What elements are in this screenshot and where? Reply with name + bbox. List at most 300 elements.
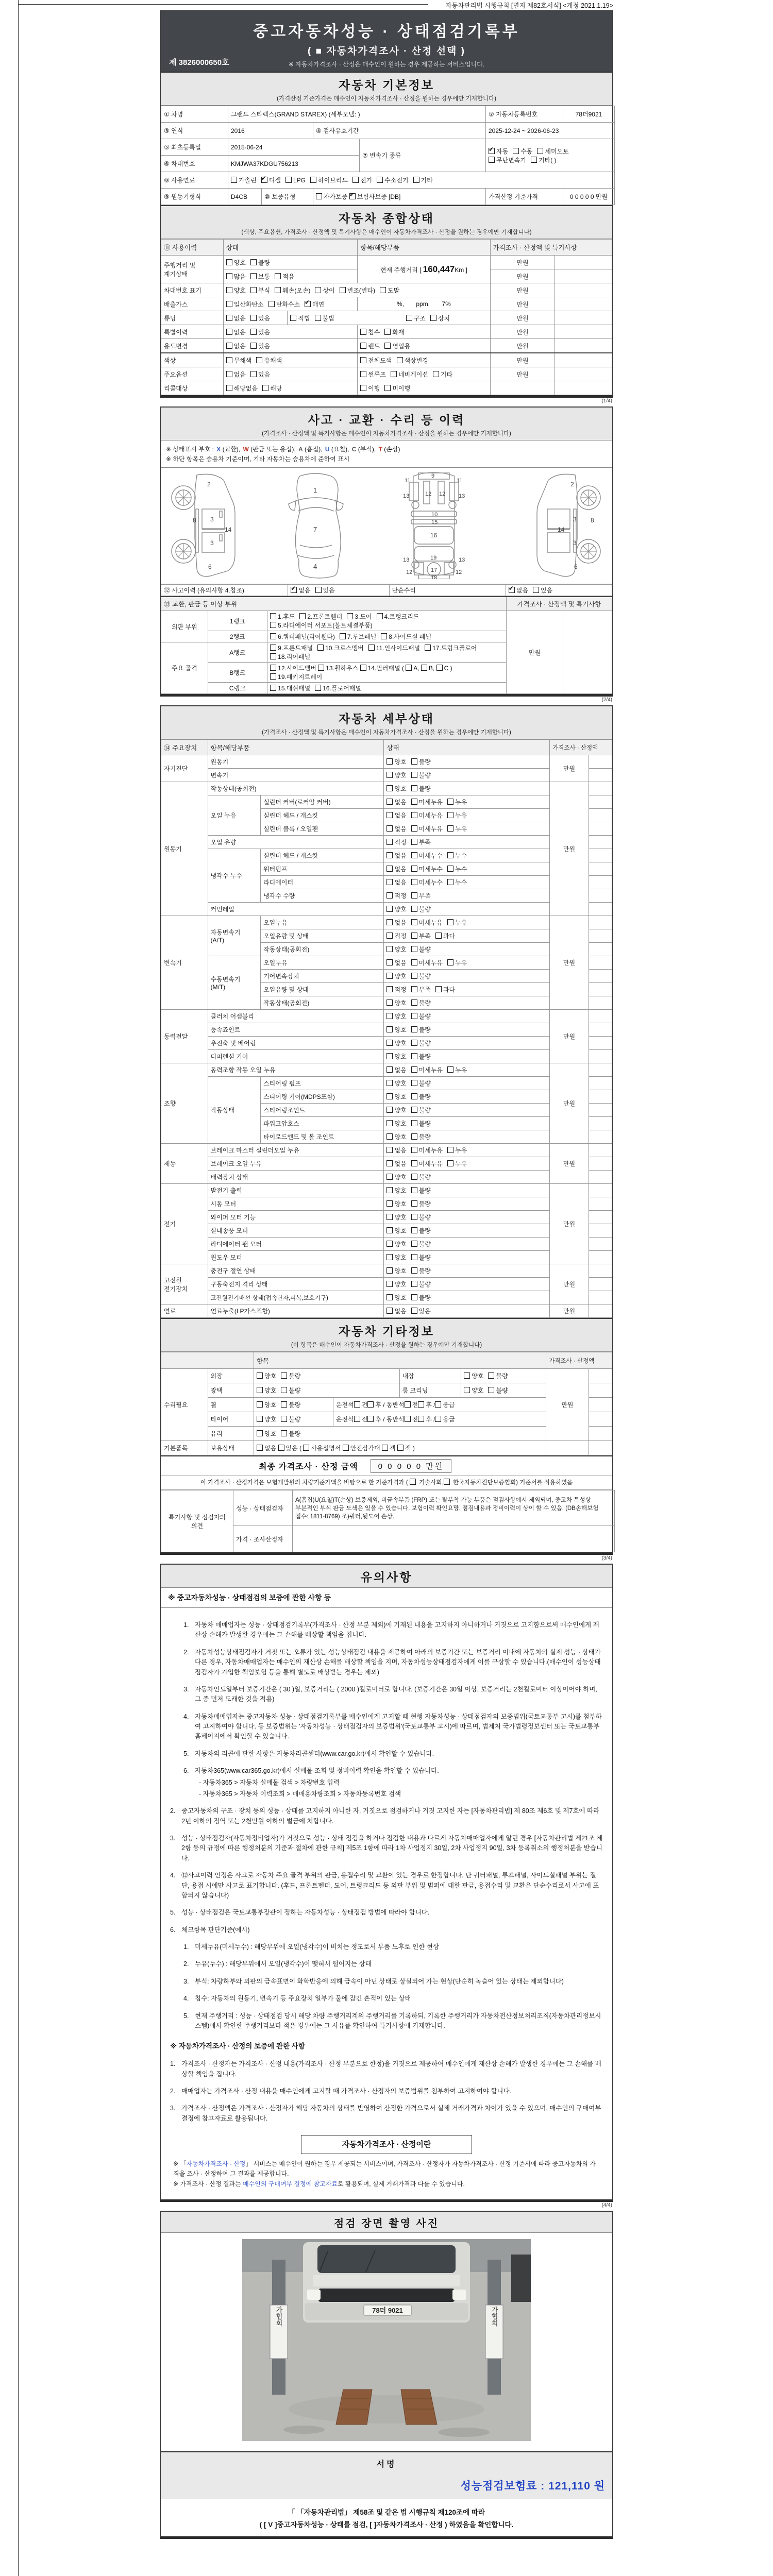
checkbox-option-양호[interactable] <box>257 1371 276 1380</box>
checkbox-option-무단변속기[interactable] <box>489 156 526 164</box>
checkbox[interactable] <box>411 839 417 845</box>
checkbox-option-양호[interactable] <box>386 998 406 1007</box>
checkbox[interactable] <box>386 959 393 965</box>
checkbox-option-없음[interactable] <box>226 370 246 379</box>
checkbox-option-없음[interactable] <box>386 958 406 967</box>
checkbox[interactable] <box>397 357 403 363</box>
checkbox-option-렌트[interactable] <box>360 342 380 350</box>
checkbox[interactable] <box>360 329 366 335</box>
checkbox-option-디젤[interactable] <box>261 176 281 184</box>
checkbox[interactable] <box>386 799 393 805</box>
checkbox-option-수동[interactable] <box>513 147 532 156</box>
checkbox[interactable] <box>386 1080 393 1086</box>
checkbox[interactable] <box>447 825 453 832</box>
checkbox-option-부족[interactable] <box>411 838 431 846</box>
checkbox[interactable] <box>384 343 391 349</box>
checkbox[interactable] <box>386 1107 393 1113</box>
checkbox-option-미세누유[interactable] <box>411 1065 443 1074</box>
checkbox[interactable] <box>411 1066 417 1073</box>
checkbox[interactable] <box>386 839 393 845</box>
checkbox-option-없음[interactable] <box>386 851 406 860</box>
checkbox[interactable] <box>413 177 419 183</box>
checkbox-option-불량[interactable] <box>411 757 431 766</box>
checkbox[interactable] <box>257 1430 263 1436</box>
checkbox-option-불량[interactable] <box>488 1386 508 1395</box>
checkbox-option-없음[interactable] <box>386 1065 406 1074</box>
checkbox[interactable] <box>411 1040 417 1046</box>
checkbox[interactable] <box>275 273 281 279</box>
checkbox-option-없음[interactable] <box>386 1146 406 1155</box>
checkbox[interactable] <box>315 315 321 321</box>
checkbox[interactable] <box>447 852 453 858</box>
checkbox-option-네비게이션[interactable] <box>391 370 428 379</box>
checkbox[interactable] <box>410 1479 416 1485</box>
checkbox[interactable] <box>447 1147 453 1153</box>
checkbox[interactable] <box>226 329 232 335</box>
checkbox[interactable] <box>488 1372 494 1379</box>
checkbox-option-부족[interactable] <box>411 985 431 994</box>
checkbox-option-양호[interactable] <box>386 1253 406 1262</box>
checkbox[interactable] <box>360 343 366 349</box>
checkbox-option-양호[interactable] <box>257 1400 276 1409</box>
checkbox[interactable] <box>278 1445 284 1451</box>
checkbox-option-양호[interactable] <box>464 1371 483 1380</box>
checkbox[interactable] <box>270 653 276 659</box>
checkbox-option-양호[interactable] <box>386 1079 406 1088</box>
checkbox[interactable] <box>411 1013 417 1019</box>
checkbox-option-미세누유[interactable] <box>411 1146 443 1155</box>
checkbox-option-양호[interactable] <box>386 1119 406 1128</box>
checkbox[interactable] <box>380 287 386 293</box>
checkbox-option-수소전기[interactable] <box>377 176 408 184</box>
checkbox-option-LPG[interactable] <box>285 177 306 184</box>
checkbox[interactable] <box>464 1387 470 1393</box>
checkbox[interactable] <box>386 919 393 925</box>
checkbox[interactable] <box>347 613 353 619</box>
checkbox[interactable] <box>270 622 276 628</box>
checkbox[interactable] <box>411 785 417 791</box>
checkbox-option-누유[interactable] <box>447 798 467 806</box>
checkbox-option-적정[interactable] <box>386 891 406 900</box>
checkbox[interactable] <box>411 852 417 858</box>
checkbox[interactable] <box>447 959 453 965</box>
checkbox[interactable] <box>386 986 393 992</box>
checkbox-option-많음[interactable] <box>226 272 246 281</box>
checkbox[interactable] <box>368 645 375 651</box>
checkbox-option-불량[interactable] <box>411 1039 431 1047</box>
checkbox-option-양호[interactable] <box>386 1199 406 1208</box>
checkbox[interactable] <box>513 148 519 154</box>
checkbox[interactable] <box>386 1026 393 1032</box>
checkbox[interactable] <box>386 825 393 832</box>
checkbox-option-불량[interactable] <box>281 1386 300 1395</box>
checkbox[interactable] <box>281 1401 287 1408</box>
checkbox[interactable] <box>386 1281 393 1287</box>
checkbox[interactable] <box>290 315 296 321</box>
checkbox-option-불량[interactable] <box>411 1132 431 1141</box>
checkbox-option-적음[interactable] <box>275 272 294 281</box>
checkbox[interactable] <box>430 315 436 321</box>
checkbox[interactable] <box>360 665 366 671</box>
checkbox[interactable] <box>343 1445 349 1451</box>
checkbox-option-불량[interactable] <box>250 258 270 267</box>
checkbox[interactable] <box>447 799 453 805</box>
checkbox-option-양호[interactable] <box>257 1429 276 1438</box>
checkbox[interactable] <box>411 772 417 778</box>
checkbox[interactable] <box>447 866 453 872</box>
checkbox-option-양호[interactable] <box>386 771 406 779</box>
checkbox-option-4.트렁크리드[interactable] <box>377 612 419 621</box>
checkbox[interactable] <box>226 385 232 391</box>
checkbox-option-누수[interactable] <box>447 865 467 873</box>
checkbox-option-화재[interactable] <box>384 328 404 336</box>
checkbox[interactable] <box>360 357 366 363</box>
checkbox[interactable] <box>386 1147 393 1153</box>
checkbox[interactable] <box>411 879 417 885</box>
checkbox-option-미세누수[interactable] <box>411 878 443 887</box>
checkbox[interactable] <box>386 906 393 912</box>
checkbox-option-도말[interactable] <box>380 286 399 295</box>
checkbox-option-없음[interactable] <box>509 586 528 595</box>
checkbox[interactable] <box>250 329 257 335</box>
checkbox[interactable] <box>257 1387 263 1393</box>
checkbox-option-양호[interactable] <box>257 1415 276 1423</box>
checkbox-option-불량[interactable] <box>411 1280 431 1289</box>
checkbox[interactable] <box>386 1133 393 1140</box>
checkbox[interactable] <box>226 371 232 377</box>
checkbox[interactable] <box>281 1387 287 1393</box>
checkbox[interactable] <box>384 385 391 391</box>
checkbox-option-양호[interactable] <box>386 1280 406 1289</box>
checkbox-option-불량[interactable] <box>411 1226 431 1235</box>
checkbox-option-누유[interactable] <box>447 918 467 927</box>
checkbox[interactable] <box>250 287 257 293</box>
checkbox[interactable] <box>226 315 232 321</box>
checkbox[interactable] <box>315 587 322 593</box>
checkbox-option-9.프론트패널[interactable] <box>270 643 313 652</box>
checkbox[interactable] <box>257 1401 263 1408</box>
checkbox-option-2.프론트휀더[interactable] <box>299 612 342 621</box>
checkbox[interactable] <box>250 259 257 265</box>
checkbox[interactable] <box>411 1254 417 1260</box>
checkbox[interactable] <box>447 1066 453 1073</box>
checkbox[interactable] <box>226 259 232 265</box>
checkbox[interactable] <box>384 329 391 335</box>
checkbox-option-색상변경[interactable] <box>397 356 428 365</box>
checkbox[interactable] <box>386 866 393 872</box>
checkbox-option-구조[interactable] <box>406 314 426 323</box>
checkbox-option-불량[interactable] <box>411 905 431 913</box>
checkbox[interactable] <box>386 1214 393 1220</box>
checkbox-option-기타[interactable] <box>433 370 452 379</box>
checkbox-option-양호[interactable] <box>386 757 406 766</box>
checkbox[interactable] <box>281 1416 287 1422</box>
checkbox[interactable] <box>447 1160 453 1166</box>
checkbox-option-18.리어패널[interactable] <box>270 652 310 661</box>
checkbox[interactable] <box>411 1120 417 1126</box>
checkbox[interactable] <box>386 892 393 899</box>
checkbox[interactable] <box>381 633 387 639</box>
checkbox[interactable] <box>531 157 537 163</box>
checkbox[interactable] <box>411 1107 417 1113</box>
checkbox[interactable] <box>316 193 322 199</box>
checkbox[interactable] <box>489 148 495 154</box>
checkbox-option-있음[interactable] <box>250 342 270 350</box>
checkbox-option-양호[interactable] <box>386 1106 406 1114</box>
checkbox-option-부식[interactable] <box>250 286 270 295</box>
checkbox-option-탄화수소[interactable] <box>268 300 300 309</box>
checkbox-option-일산화탄소[interactable] <box>226 300 264 309</box>
checkbox-option-과다[interactable] <box>435 985 455 994</box>
checkbox-option-불량[interactable] <box>411 1092 431 1101</box>
checkbox-option-미이행[interactable] <box>384 384 410 393</box>
checkbox[interactable] <box>411 1160 417 1166</box>
checkbox-option-없음[interactable] <box>386 918 406 927</box>
checkbox-option-양호[interactable] <box>386 1039 406 1047</box>
checkbox-option-불량[interactable] <box>281 1371 300 1380</box>
checkbox-option-있음[interactable] <box>250 314 270 323</box>
checkbox[interactable] <box>444 1479 450 1485</box>
checkbox-option-없음[interactable] <box>386 811 406 820</box>
checkbox[interactable] <box>340 633 346 639</box>
checkbox[interactable] <box>411 866 417 872</box>
checkbox[interactable] <box>315 685 321 691</box>
checkbox[interactable] <box>411 758 417 765</box>
checkbox[interactable] <box>270 673 276 680</box>
checkbox-option-불량[interactable] <box>281 1400 300 1409</box>
checkbox[interactable] <box>386 973 393 979</box>
checkbox-option-불량[interactable] <box>411 1079 431 1088</box>
checkbox-option-있음[interactable] <box>250 370 270 379</box>
checkbox-option-17.트렁크플로어[interactable] <box>425 643 477 652</box>
checkbox[interactable] <box>411 919 417 925</box>
checkbox-option-적법[interactable] <box>290 314 310 323</box>
checkbox-option-미세누수[interactable] <box>411 851 443 860</box>
checkbox[interactable] <box>360 371 366 377</box>
checkbox[interactable] <box>386 852 393 858</box>
checkbox-option-불량[interactable] <box>411 1266 431 1275</box>
checkbox-option-양호[interactable] <box>386 945 406 954</box>
checkbox[interactable] <box>386 812 393 818</box>
checkbox-option-불법[interactable] <box>315 314 334 323</box>
checkbox-option-하이브리드[interactable] <box>310 176 348 184</box>
checkbox-option-불량[interactable] <box>411 1106 431 1114</box>
checkbox-option-양호[interactable] <box>386 1092 406 1101</box>
checkbox[interactable] <box>447 812 453 818</box>
checkbox[interactable] <box>340 287 346 293</box>
checkbox[interactable] <box>386 933 393 939</box>
checkbox-option-양호[interactable] <box>386 1012 406 1021</box>
checkbox[interactable] <box>250 371 257 377</box>
checkbox-option-전기[interactable] <box>352 176 372 184</box>
checkbox[interactable] <box>509 587 515 593</box>
checkbox[interactable] <box>537 148 543 154</box>
checkbox-option-매연[interactable] <box>305 300 324 309</box>
checkbox-option-불량[interactable] <box>411 1186 431 1195</box>
checkbox[interactable] <box>377 613 383 619</box>
checkbox[interactable] <box>257 1416 263 1422</box>
checkbox[interactable] <box>257 1445 263 1451</box>
checkbox[interactable] <box>386 1053 393 1059</box>
checkbox[interactable] <box>391 371 397 377</box>
checkbox-option-불량[interactable] <box>411 1012 431 1021</box>
checkbox-option-불량[interactable] <box>488 1371 508 1380</box>
checkbox-option-15.대쉬패널[interactable] <box>270 684 310 692</box>
checkbox-option-세미오토[interactable] <box>537 147 568 156</box>
checkbox-option-미세누유[interactable] <box>411 798 443 806</box>
checkbox-option-불량[interactable] <box>411 998 431 1007</box>
checkbox[interactable] <box>411 799 417 805</box>
checkbox[interactable] <box>406 315 412 321</box>
checkbox[interactable] <box>411 933 417 939</box>
checkbox[interactable] <box>411 1214 417 1220</box>
checkbox[interactable] <box>257 1372 263 1379</box>
checkbox[interactable] <box>436 665 443 671</box>
checkbox-option-8.사이드실 패널[interactable] <box>381 632 431 641</box>
checkbox[interactable] <box>250 273 257 279</box>
checkbox-option-부족[interactable] <box>411 891 431 900</box>
checkbox-option-불량[interactable] <box>411 1199 431 1208</box>
checkbox[interactable] <box>317 645 324 651</box>
checkbox-option-없음[interactable] <box>386 865 406 873</box>
checkbox-option-16.플로어패널[interactable] <box>315 684 361 692</box>
checkbox[interactable] <box>250 315 257 321</box>
checkbox-option-없음[interactable] <box>226 328 246 336</box>
checkbox-option-유채색[interactable] <box>256 356 282 365</box>
checkbox[interactable] <box>411 959 417 965</box>
checkbox[interactable] <box>367 1416 374 1422</box>
checkbox[interactable] <box>411 1147 417 1153</box>
checkbox-option-양호[interactable] <box>386 1132 406 1141</box>
checkbox-option-누수[interactable] <box>447 878 467 887</box>
checkbox-option-양호[interactable] <box>386 1266 406 1275</box>
checkbox[interactable] <box>281 1372 287 1379</box>
checkbox[interactable] <box>386 946 393 952</box>
checkbox-option-양호[interactable] <box>386 1226 406 1235</box>
checkbox[interactable] <box>226 343 232 349</box>
checkbox-option-없음[interactable] <box>386 1159 406 1168</box>
checkbox-option-양호[interactable] <box>386 972 406 980</box>
checkbox[interactable] <box>270 665 276 671</box>
checkbox-option-적정[interactable] <box>386 838 406 846</box>
checkbox[interactable] <box>318 665 324 671</box>
checkbox-option-1.후드[interactable] <box>270 612 295 621</box>
checkbox-option-양호[interactable] <box>226 286 246 295</box>
checkbox-option-보통[interactable] <box>250 272 270 281</box>
checkbox[interactable] <box>397 1445 404 1451</box>
checkbox[interactable] <box>464 1372 470 1379</box>
checkbox[interactable] <box>411 1308 417 1314</box>
checkbox[interactable] <box>386 879 393 885</box>
checkbox[interactable] <box>405 1401 411 1408</box>
checkbox-option-영업용[interactable] <box>384 342 410 350</box>
checkbox-option-미세누유[interactable] <box>411 1159 443 1168</box>
checkbox[interactable] <box>386 1200 393 1207</box>
checkbox[interactable] <box>226 301 232 307</box>
checkbox[interactable] <box>433 371 439 377</box>
checkbox[interactable] <box>226 357 232 363</box>
checkbox[interactable] <box>411 1080 417 1086</box>
checkbox[interactable] <box>411 1267 417 1274</box>
checkbox-option-누유[interactable] <box>447 824 467 833</box>
checkbox[interactable] <box>303 1445 309 1451</box>
checkbox[interactable] <box>310 177 316 183</box>
checkbox-option-누유[interactable] <box>447 811 467 820</box>
checkbox-option-양호[interactable] <box>386 1240 406 1248</box>
checkbox[interactable] <box>386 1267 393 1274</box>
checkbox[interactable] <box>418 1401 424 1408</box>
checkbox-option-해당없음[interactable] <box>226 384 258 393</box>
checkbox-option-불량[interactable] <box>281 1415 300 1423</box>
checkbox[interactable] <box>386 1254 393 1260</box>
checkbox[interactable] <box>386 1294 393 1300</box>
checkbox-option-미세누유[interactable] <box>411 824 443 833</box>
checkbox-option-부족[interactable] <box>411 931 431 940</box>
checkbox-option-불량[interactable] <box>411 1253 431 1262</box>
checkbox[interactable] <box>435 1416 441 1422</box>
checkbox-option-양호[interactable] <box>386 1052 406 1061</box>
checkbox[interactable] <box>411 1133 417 1140</box>
checkbox-option-썬루프[interactable] <box>360 370 386 379</box>
checkbox[interactable] <box>411 1200 417 1207</box>
checkbox[interactable] <box>367 1401 374 1408</box>
checkbox[interactable] <box>488 1387 494 1393</box>
checkbox[interactable] <box>411 892 417 899</box>
checkbox-option-불량[interactable] <box>411 1240 431 1248</box>
checkbox[interactable] <box>291 587 297 593</box>
checkbox-option-불량[interactable] <box>411 784 431 793</box>
checkbox-option-전체도색[interactable] <box>360 356 392 365</box>
checkbox-option-양호[interactable] <box>464 1386 483 1395</box>
checkbox[interactable] <box>386 1241 393 1247</box>
checkbox[interactable] <box>285 177 292 183</box>
checkbox[interactable] <box>386 772 393 778</box>
checkbox[interactable] <box>489 157 495 163</box>
checkbox[interactable] <box>411 1281 417 1287</box>
checkbox[interactable] <box>386 1308 393 1314</box>
checkbox-option-있음[interactable] <box>533 586 552 595</box>
checkbox-option-해당[interactable] <box>262 384 282 393</box>
checkbox-option-없음[interactable] <box>226 342 246 350</box>
checkbox-option-11.인사이드패널[interactable] <box>368 643 420 652</box>
checkbox[interactable] <box>447 919 453 925</box>
checkbox-option-양호[interactable] <box>386 784 406 793</box>
checkbox-option-무채색[interactable] <box>226 356 252 365</box>
checkbox[interactable] <box>386 1013 393 1019</box>
checkbox-option-없음[interactable] <box>386 1307 406 1315</box>
checkbox-option-가솔린[interactable] <box>231 176 257 184</box>
checkbox[interactable] <box>261 177 267 183</box>
checkbox[interactable] <box>406 665 412 671</box>
checkbox[interactable] <box>411 1174 417 1180</box>
checkbox-option-불량[interactable] <box>411 1052 431 1061</box>
checkbox[interactable] <box>349 193 356 199</box>
checkbox-option-장치[interactable] <box>430 314 450 323</box>
checkbox[interactable] <box>411 1053 417 1059</box>
checkbox-option-양호[interactable] <box>257 1386 276 1395</box>
checkbox-option-양호[interactable] <box>386 1293 406 1302</box>
checkbox[interactable] <box>411 999 417 1006</box>
checkbox-option-있음[interactable] <box>411 1307 431 1315</box>
checkbox-option-기타( )[interactable] <box>531 156 557 164</box>
checkbox[interactable] <box>386 1174 393 1180</box>
checkbox-option-과다[interactable] <box>435 931 455 940</box>
checkbox-option-불량[interactable] <box>411 771 431 779</box>
checkbox-option-있음[interactable] <box>315 586 335 595</box>
checkbox-option-누수[interactable] <box>447 851 467 860</box>
checkbox[interactable] <box>299 613 306 619</box>
checkbox[interactable] <box>411 906 417 912</box>
